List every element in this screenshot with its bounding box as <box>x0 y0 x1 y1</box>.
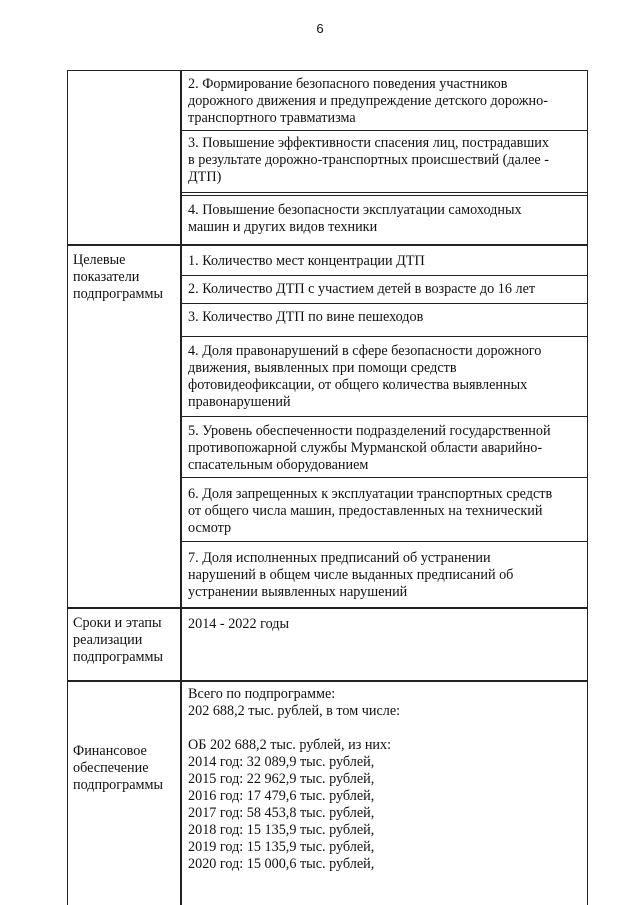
financing-year-2019: 2019 год: 15 135,9 тыс. рублей, <box>188 839 375 855</box>
row-divider <box>181 130 588 131</box>
indicator-item-6: 6. Доля запрещенных к эксплуатации транспортных средств от общего числа машин, предоставленных на технический осмотр <box>188 486 553 536</box>
task-item-4: 4. Повышение безопасности эксплуатации самоходных машин и других видов техники <box>188 202 522 235</box>
indicators-label: Целевые показатели подпрограммы <box>73 252 163 302</box>
row-divider <box>181 336 588 337</box>
financing-year-2015: 2015 год: 22 962,9 тыс. рублей, <box>188 771 375 787</box>
row-divider <box>181 192 588 196</box>
financing-label: Финансовое обеспечение подпрограммы <box>73 743 163 793</box>
financing-year-2014: 2014 год: 32 089,9 тыс. рублей, <box>188 754 375 770</box>
page-number: 6 <box>316 21 324 36</box>
row-divider <box>181 541 588 542</box>
financing-year-2020: 2020 год: 15 000,6 тыс. рублей, <box>188 856 375 872</box>
task-item-2: 2. Формирование безопасного поведения участников дорожного движения и предупреждение детского дорожно- транспортного травматизма <box>188 76 548 126</box>
indicator-item-2: 2. Количество ДТП с участием детей в возрасте до 16 лет <box>188 281 536 297</box>
financing-year-2016: 2016 год: 17 479,6 тыс. рублей, <box>188 788 375 804</box>
section-divider <box>68 607 587 609</box>
financing-total-line2: 202 688,2 тыс. рублей, в том числе: <box>188 703 401 719</box>
program-passport-table <box>67 70 588 905</box>
column-divider <box>180 71 182 905</box>
indicator-item-1: 1. Количество мест концентрации ДТП <box>188 253 425 269</box>
row-divider <box>181 275 588 276</box>
indicator-item-5: 5. Уровень обеспеченности подразделений государственной противопожарной службы Мурманской области аварийно- спасательным оборудованием <box>188 423 551 473</box>
financing-ob-line: ОБ 202 688,2 тыс. рублей, из них: <box>188 737 392 753</box>
indicator-item-3: 3. Количество ДТП по вине пешеходов <box>188 309 424 325</box>
task-item-3: 3. Повышение эффективности спасения лиц, пострадавших в результате дорожно-транспортных происшествий (далее - ДТП) <box>188 135 549 185</box>
financing-total-line1: Всего по подпрограмме: <box>188 686 336 702</box>
section-divider <box>68 680 587 682</box>
indicator-item-7: 7. Доля исполненных предписаний об устранении нарушений в общем числе выданных предписаний об устранении выявленных нарушений <box>188 550 514 600</box>
financing-year-2017: 2017 год: 58 453,8 тыс. рублей, <box>188 805 375 821</box>
section-divider <box>68 244 587 246</box>
terms-label: Сроки и этапы реализации подпрограммы <box>73 615 163 665</box>
row-divider <box>181 477 588 478</box>
terms-value: 2014 - 2022 годы <box>188 616 290 632</box>
row-divider <box>181 303 588 304</box>
row-divider <box>181 416 588 417</box>
financing-year-2018: 2018 год: 15 135,9 тыс. рублей, <box>188 822 375 838</box>
indicator-item-4: 4. Доля правонарушений в сфере безопасности дорожного движения, выявленных при помощи средств фотовидеофиксации, от общего количества выявленных правонарушений <box>188 343 542 410</box>
